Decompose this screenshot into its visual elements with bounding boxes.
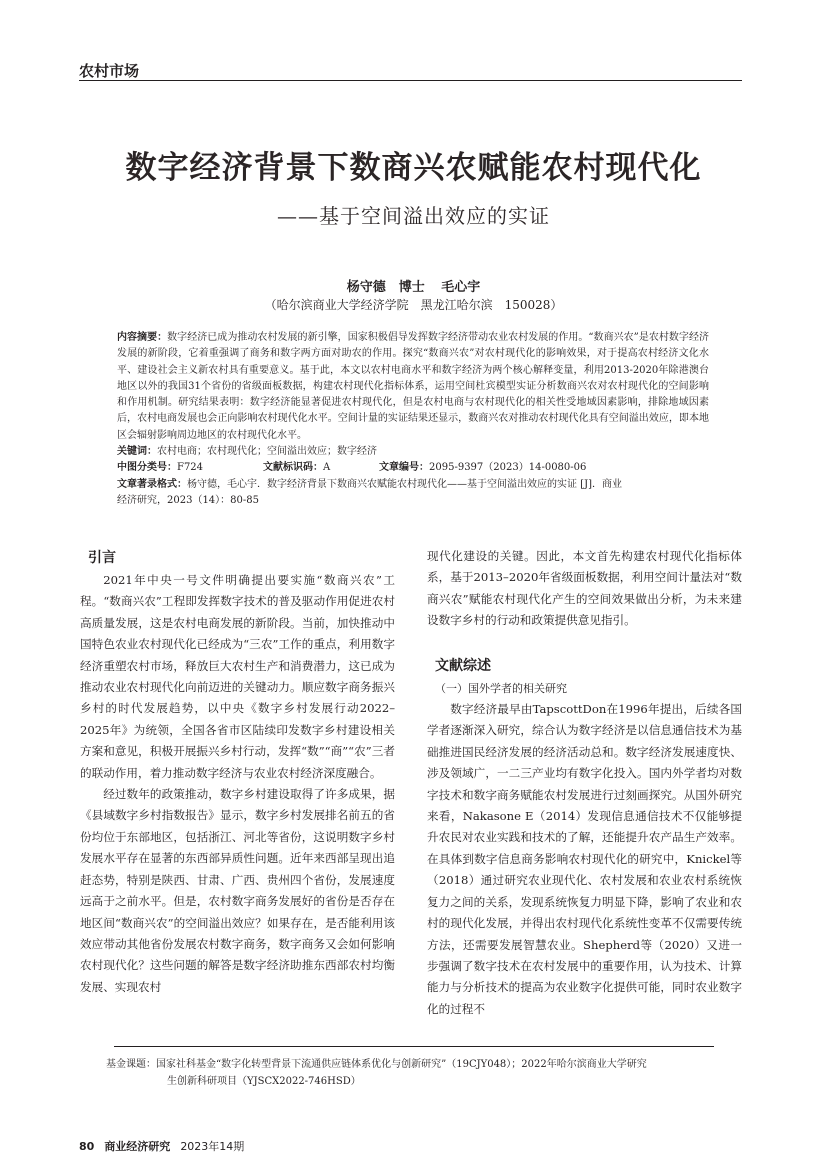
header-divider [79, 80, 742, 81]
keywords-label: 关键词： [117, 446, 157, 458]
author-2: 毛心宇 [441, 280, 481, 295]
subheading: （一）国外学者的相关研究 [435, 681, 567, 695]
clc-value: F724 [177, 462, 204, 474]
article-subtitle: ——基于空间溢出效应的实证 [277, 204, 550, 228]
clc-label: 中图分类号： [117, 462, 177, 474]
citation-line-1: 杨守德，毛心宇．数字经济背景下数商兴农赋能农村现代化——基于空间溢出效应的实证 [J]．商业 [187, 478, 622, 490]
authors [60, 276, 767, 295]
funding-line-2: 生创新科研项目（YJSCX2022-746HSD） [167, 1076, 361, 1087]
paragraph: 数字经济最早由TapscottDon在1996年提出，后续各国学者逐渐深入研究，综合认为数字经济是以信息通信技术为基础推进国民经济发展的经济活动总和。数字经济发展速度快、涉及领域广，一二三产业均有数字化投入。国内外学者均对数字技术和数字商务赋能农村发展进行过刻画探究。从国外研究来看，Nakasone E（2014）发现信息通信技术不仅能够提升农民对农业实践和技术的了解，还能提升农产品生产效率。在具体到数字信息商务影响农村现代化的研究中，Knickel等（2018）通过研究农业现代化、农村发展和农业农村系统恢复力之间的关系，发现系统恢复力明显下降，影响了农业和农村的现代化发展，并得出农村现代化系统性变革不仅需要传统方法，还需要发展智慧农业。Shepherd等（2020）又进一步强调了数字技术在农村发展中的重要作用，认为技术、计算能力与分析技术的提高为农业数字化提供可能，同时农业数字化的过程不 [427, 702, 742, 1016]
article-number-label: 文章编号： [379, 462, 429, 474]
abstract [117, 330, 709, 509]
issue: 2023年14期 [180, 1140, 245, 1153]
right-column [427, 546, 742, 1020]
abstract-text: 数字经济已成为推动农村发展的新引擎，国家积极倡导发挥数字经济带动农业农村发展的作用。“数商兴农”是农村数字经济发展的新阶段，它着重强调了商务和数字两方面对助农的作用。探究“数商兴农”对农村现代化的影响效果，对于提高农村经济文化水平、建设社会主义新农村具有重要意义。基于此，本文以农村电商水平和数字经济为两个核心解释变量，利用2013-2020年除港澳台地区以外的我国31个省份的省级面板数据，构建农村现代化指标体系，运用空间杜宾模型实证分析数商兴农对农村现代化的空间影响和作用机制。研究结果表明：数字经济能显著促进农村现代化，但是农村电商与农村现代化的相关性受地域因素影响，排除地域因素后，农村电商发展也会正向影响农村现代化水平。空间计量的实证结果还显示，数商兴农对推动农村现代化具有空间溢出效应，即本地区会辐射影响周边地区的农村现代化水平。 [117, 332, 709, 441]
citation [117, 477, 709, 510]
abstract-label: 内容摘要： [117, 332, 168, 343]
doc-label: 文献标识码： [263, 462, 323, 474]
keywords-text: 农村电商；农村现代化；空间溢出效应；数字经济 [157, 446, 377, 458]
author-1: 杨守德 博士 [346, 280, 425, 295]
paragraph: 2021年中央一号文件明确提出要实施“数商兴农”工程。“数商兴农”工程即发挥数字技术的普及驱动作用促进农村高质量发展，这是农村电商发展的新阶段。当前，加快推动中国特色农业农村现代化已经成为“三农”工作的重点，利用数字经济重塑农村市场，释放巨大农村生产和消费潜力，这已成为推动农业农村现代化向前迈进的关键动力。顺应数字商务振兴乡村的时代发展趋势，以中央《数字乡村发展行动2022–2025年》为统领，全国各省市区陆续印发数字乡村建设相关方案和意见，积极开展振兴乡村行动，发挥“数”“商”“农”三者的联动作用，着力推动数字经济与农业农村经济深度融合。 [80, 573, 395, 780]
section-heading-literature: 文献综述 [435, 657, 491, 674]
page-footer [79, 1138, 244, 1154]
journal-name: 商业经济研究 [104, 1140, 171, 1153]
section-heading-intro: 引言 [88, 550, 116, 566]
article-title: 数字经济背景下数商兴农赋能农村现代化 [125, 150, 702, 186]
citation-line-2: 经济研究，2023（14）：80-85 [117, 494, 260, 506]
footnote-divider [114, 1046, 714, 1047]
citation-label: 文章著录格式： [117, 478, 187, 490]
paragraph: 现代化建设的关键。因此，本文首先构建农村现代化指标体系，基于2013–2020年省级面板数据，利用空间计量法对“数商兴农”赋能农村现代化产生的空间效果做出分析，为未来建设数字乡村的行动和政策提供意见指引。 [427, 549, 742, 628]
doc-value: A [323, 462, 331, 474]
section-label: 农村市场 [79, 62, 140, 80]
funding-note [106, 1056, 716, 1090]
keywords [117, 444, 709, 460]
article-number-value: 2095-9397（2023）14-0080-06 [429, 462, 587, 474]
page-number: 80 [79, 1140, 95, 1153]
left-column [80, 546, 395, 998]
affiliation: （哈尔滨商业大学经济学院 黑龙江哈尔滨 150028） [264, 298, 563, 312]
paragraph: 经过数年的政策推动，数字乡村建设取得了许多成果，据《县域数字乡村指数报告》显示，数字乡村发展排名前五的省份均位于东部地区，包括浙江、河北等省份，这说明数字乡村发展水平存在显著的东西部异质性问题。近年来西部呈现出追赶态势，特别是陕西、甘肃、广西、贵州四个省份，发展速度远高于之前水平。但是，农村数字商务发展好的省份是否存在地区间“数商兴农”的空间溢出效应？如果存在，是否能利用该效应带动其他省份发展农村数字商务，数字商务又会如何影响农村现代化？这些问题的解答是数字经济助推东西部农村均衡发展、实现农村 [80, 787, 395, 994]
funding-line-1: 基金课题：国家社科基金“数字化转型背景下流通供应链体系优化与创新研究”（19CJY048）；2022年哈尔滨商业大学研究 [106, 1059, 647, 1070]
classification-line [117, 460, 709, 476]
